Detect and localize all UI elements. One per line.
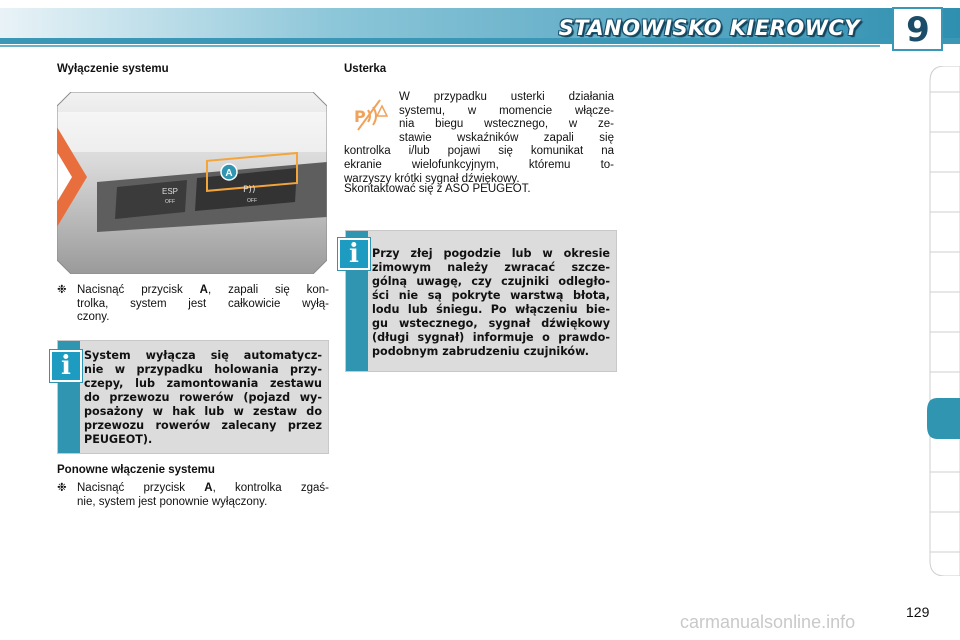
bullet-icon: ❉ (57, 482, 67, 494)
heading-fault: Usterka (344, 63, 387, 75)
chapter-title: STANOWISKO KIEROWCY (558, 16, 860, 40)
info-box-weather (345, 230, 617, 372)
watermark: carmanualsonline.info (680, 612, 856, 632)
bullet-system-on: ❉ Nacisnąć przycisk A, kontrolka zgaś- nie, system jest ponownie wyłączony. (57, 482, 329, 508)
chapter-tabs (925, 66, 960, 576)
info-text-weather: Przy złej pogodzie lub w okresie zimowym należy zwracać szcze- gólną uwagę, czy czujniki odległo- ści nie są pokryte warstwą błota, lodu lub śniegu. Po włączeniu bie- gu wstecznego, sygnał dźwiękowy (długi sygnał) informuje o prawdo- podobnym zabrudzeniu czujników. (372, 247, 610, 358)
svg-text:P: P (354, 107, 366, 126)
info-icon: i (50, 350, 82, 382)
key-a: A (199, 284, 208, 296)
key-a: A (204, 482, 213, 494)
heading-system-on: Ponowne włączenie systemu (57, 464, 215, 476)
active-chapter-tab (927, 398, 960, 439)
button-panel-photo (57, 92, 327, 274)
page-header (0, 0, 960, 52)
bullet-system-off: ❉ Nacisnąć przycisk A, zapali się kon- trolka, system jest całkowicie wyłą- czony. (57, 284, 330, 324)
chapter-number: 9 (906, 10, 930, 50)
page-number: 129 (906, 604, 930, 620)
esp-button-sublabel: OFF (165, 199, 175, 205)
esp-button-label: ESP (162, 187, 179, 196)
info-icon: i (338, 238, 370, 270)
photo-label-a: A (225, 168, 233, 179)
heading-system-off: Wyłączenie systemu (57, 63, 169, 75)
contact-dealer: Skontaktować się z ASO PEUGEOT. (344, 183, 531, 195)
bullet-icon: ❉ (57, 284, 67, 296)
fault-description: W przypadku usterki działania systemu, w momencie włącze- nia biegu wstecznego, w ze- stawie wskaźników zapali się kontrolka i/lub pojawi się komunikat na ekranie wielofunkcyjnym, któremu to- warzyszy krótki sygnał dźwiękowy. (344, 91, 614, 185)
parking-button-sublabel: OFF (247, 198, 257, 204)
parking-sensor-icon: P)) (243, 185, 256, 195)
info-text-towing: System wyłącza się automatycz- nie w przypadku holowania przy- czepy, lub zamontowania zestawu do przewozu rowerów (pojazd wy- posażony w hak lub w zestaw do przewozu rowerów zalecany przez PEUGEOT). (84, 349, 322, 446)
info-box-towing (57, 340, 329, 454)
